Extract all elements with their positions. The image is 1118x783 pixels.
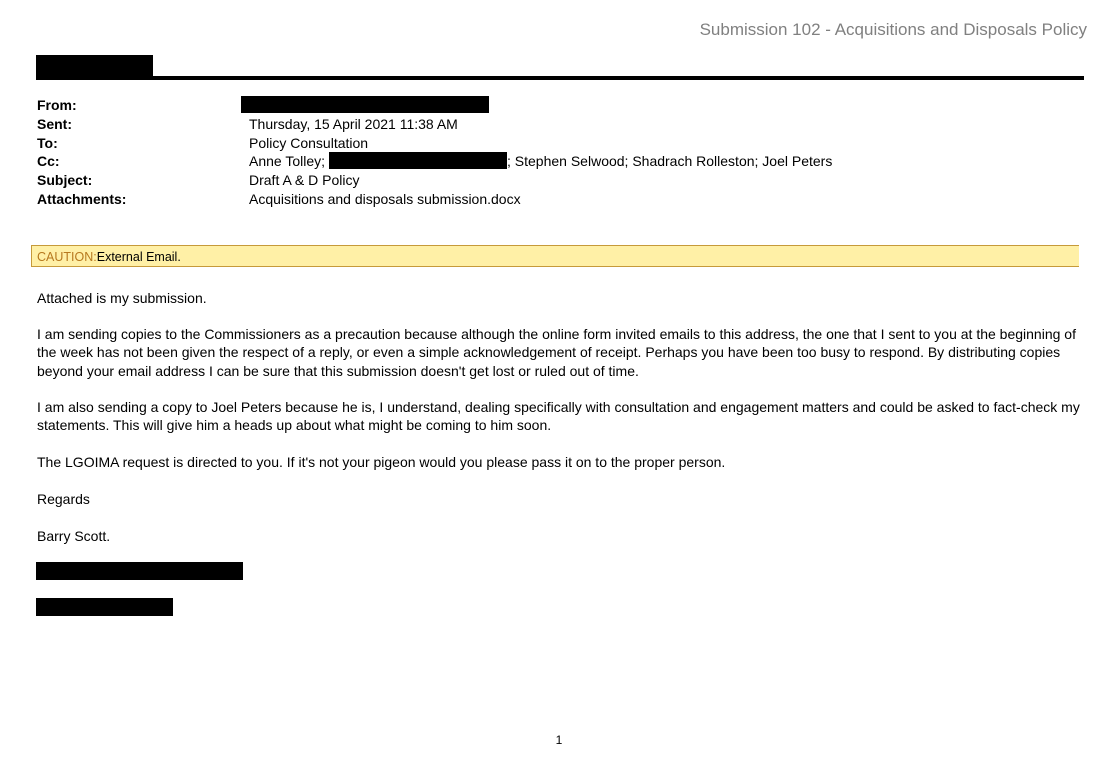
cc-redacted [329, 152, 507, 169]
caution-banner [31, 245, 1079, 267]
cc-first: Anne Tolley; [249, 153, 326, 169]
subject-value: Draft A & D Policy [249, 172, 360, 188]
redacted-signature-line-2 [36, 598, 173, 616]
page-number: 1 [555, 733, 563, 747]
subject-label: Subject: [37, 172, 93, 188]
cc-value [249, 152, 832, 171]
to-label: To: [37, 135, 58, 151]
redacted-sender-name-block [36, 55, 153, 77]
caution-prefix: CAUTION: [37, 250, 97, 264]
header-rule [36, 76, 1084, 80]
from-redacted [241, 96, 489, 113]
attachments-label: Attachments: [37, 191, 127, 207]
cc-rest: ; Stephen Selwood; Shadrach Rolleston; Joel Peters [507, 153, 833, 169]
from-label: From: [37, 97, 77, 113]
body-regards: Regards [37, 491, 90, 507]
document-header-title: Submission 102 - Acquisitions and Disposals Policy [699, 20, 1087, 39]
to-value: Policy Consultation [249, 135, 369, 151]
cc-label: Cc: [37, 153, 60, 169]
attachments-value: Acquisitions and disposals submission.docx [249, 191, 521, 207]
body-signature-name: Barry Scott. [37, 528, 111, 544]
caution-text: External Email. [96, 250, 181, 264]
sent-label: Sent: [37, 116, 72, 132]
body-paragraph-3: I am also sending a copy to Joel Peters because he is, I understand, dealing specifically with consultation and engagement matters and could be asked to fact-check my statements. This will give him a heads up about what might be coming to him soon. [37, 399, 1080, 434]
redacted-signature-line-1 [36, 562, 243, 580]
body-paragraph-1: Attached is my submission. [37, 290, 207, 306]
body-paragraph-2: I am sending copies to the Commissioners as a precaution because although the online form invited emails to this address, the one that I sent to you at the beginning of the week has not been given the respect of a reply, or even a simple acknowledgement of receipt. Perhaps you have been too busy to respond. By distributing copies beyond your email address I can be sure that this submission doesn't get lost or ruled out of time. [37, 326, 1076, 379]
sent-value: Thursday, 15 April 2021 11:38 AM [249, 116, 458, 132]
body-paragraph-4: The LGOIMA request is directed to you. If it's not your pigeon would you please pass it on to the proper person. [37, 454, 726, 470]
